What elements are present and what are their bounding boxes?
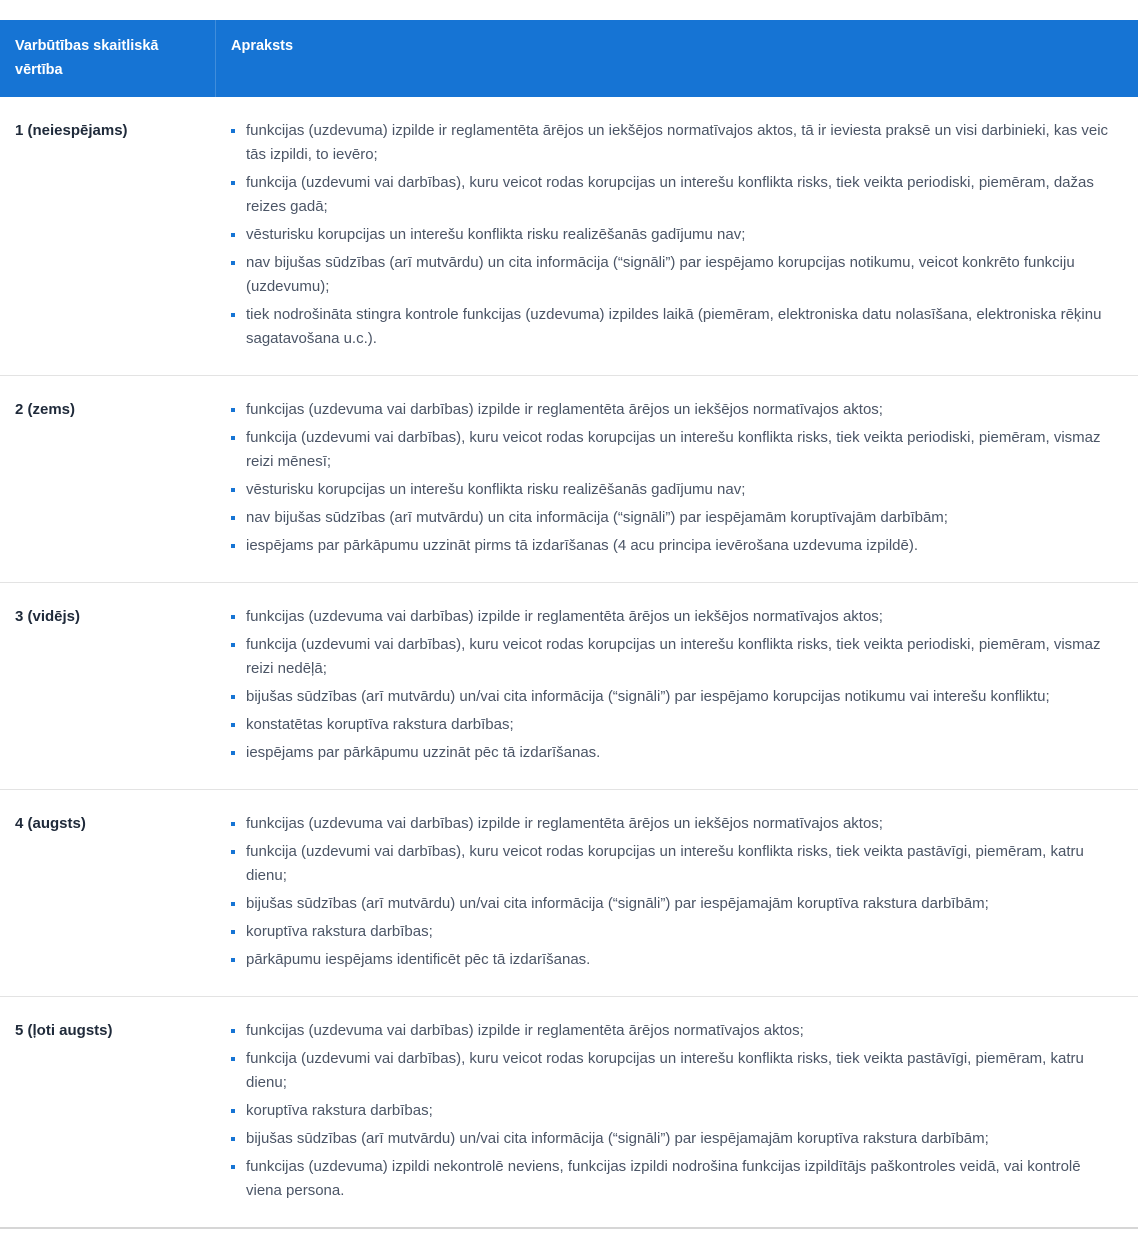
bullet-icon xyxy=(231,1109,235,1113)
bullet-icon xyxy=(231,850,235,854)
list-item-text: nav bijušas sūdzības (arī mutvārdu) un cita informācija (“signāli”) par iespējamām koruptīvajām darbībām; xyxy=(246,509,948,526)
description-list xyxy=(231,398,1118,558)
list-item xyxy=(231,605,1118,629)
bullet-icon xyxy=(231,695,235,699)
list-item xyxy=(231,1099,1118,1123)
list-item xyxy=(231,713,1118,737)
bullet-icon xyxy=(231,488,235,492)
bullet-icon xyxy=(231,723,235,727)
bullet-icon xyxy=(231,643,235,647)
list-item-text: funkcija (uzdevumi vai darbības), kuru veicot rodas korupcijas un interešu konflikta risks, tiek veikta pastāvīgi, piemēram, katru dienu; xyxy=(246,843,1084,884)
bullet-icon xyxy=(231,233,235,237)
list-item-text: funkcijas (uzdevuma vai darbības) izpilde ir reglamentēta ārējos un iekšējos normatīvajos aktos; xyxy=(246,401,883,418)
bullet-icon xyxy=(231,313,235,317)
list-item-text: bijušas sūdzības (arī mutvārdu) un/vai cita informācija (“signāli”) par iespējamajām koruptīva rakstura darbībām; xyxy=(246,895,989,912)
list-item-text: funkcija (uzdevumi vai darbības), kuru veicot rodas korupcijas un interešu konflikta risks, tiek veikta periodiski, piemēram, dažas reizes gadā; xyxy=(246,174,1094,215)
list-item xyxy=(231,506,1118,530)
description-list xyxy=(231,605,1118,765)
bullet-icon xyxy=(231,261,235,265)
list-item xyxy=(231,398,1118,422)
description-cell xyxy=(216,376,1138,582)
list-item xyxy=(231,1047,1118,1095)
list-item-text: konstatētas koruptīva rakstura darbības; xyxy=(246,716,514,733)
list-item-text: koruptīva rakstura darbības; xyxy=(246,923,433,940)
description-list xyxy=(231,119,1118,351)
table-row xyxy=(0,97,1138,376)
list-item xyxy=(231,171,1118,219)
list-item-text: funkcija (uzdevumi vai darbības), kuru veicot rodas korupcijas un interešu konflikta risks, tiek veikta periodiski, piemēram, vismaz reizi mēnesī; xyxy=(246,429,1101,470)
table-row xyxy=(0,997,1138,1229)
header-value: Varbūtības skaitliskā vērtība xyxy=(0,20,216,97)
description-cell xyxy=(216,97,1138,375)
bullet-icon xyxy=(231,1029,235,1033)
table-header xyxy=(0,20,1138,97)
table-row xyxy=(0,790,1138,997)
list-item xyxy=(231,812,1118,836)
description-list xyxy=(231,1019,1118,1203)
probability-value: 5 (ļoti augsts) xyxy=(15,1022,113,1039)
list-item-text: funkcijas (uzdevuma) izpilde ir reglamentēta ārējos un iekšējos normatīvajos aktos, tā ir ieviesta praksē un visi darbinieki, kas veic tās izpildi, to ievēro; xyxy=(246,122,1109,163)
probability-value: 1 (neiespējams) xyxy=(15,122,128,139)
list-item-text: nav bijušas sūdzības (arī mutvārdu) un cita informācija (“signāli”) par iespējamo korupcijas notikumu, veicot konkrēto funkciju (uzdevumu); xyxy=(246,254,1075,295)
bullet-icon xyxy=(231,902,235,906)
list-item xyxy=(231,1155,1118,1203)
list-item-text: funkcijas (uzdevuma vai darbības) izpilde ir reglamentēta ārējos normatīvajos aktos; xyxy=(246,1022,804,1039)
bullet-icon xyxy=(231,181,235,185)
list-item-text: tiek nodrošināta stingra kontrole funkcijas (uzdevuma) izpildes laikā (piemēram, elektroniska datu nolasīšana, elektroniska rēķinu sagatavošana u.c.). xyxy=(246,306,1102,347)
table-row xyxy=(0,376,1138,583)
list-item xyxy=(231,251,1118,299)
list-item-text: koruptīva rakstura darbības; xyxy=(246,1102,433,1119)
bullet-icon xyxy=(231,1165,235,1169)
header-description: Apraksts xyxy=(231,38,294,54)
list-item xyxy=(231,633,1118,681)
list-item xyxy=(231,478,1118,502)
bullet-icon xyxy=(231,751,235,755)
list-item-text: funkcijas (uzdevuma vai darbības) izpilde ir reglamentēta ārējos un iekšējos normatīvajos aktos; xyxy=(246,815,883,832)
list-item-text: bijušas sūdzības (arī mutvārdu) un/vai cita informācija (“signāli”) par iespējamo korupcijas notikumu vai interešu konfliktu; xyxy=(246,688,1050,705)
bullet-icon xyxy=(231,822,235,826)
list-item xyxy=(231,223,1118,247)
list-item-text: funkcija (uzdevumi vai darbības), kuru veicot rodas korupcijas un interešu konflikta risks, tiek veikta periodiski, piemēram, vismaz reizi nedēļā; xyxy=(246,636,1101,677)
list-item xyxy=(231,741,1118,765)
description-list xyxy=(231,812,1118,972)
list-item-text: pārkāpumu iespējams identificēt pēc tā izdarīšanas. xyxy=(246,951,591,968)
list-item-text: funkcijas (uzdevuma vai darbības) izpilde ir reglamentēta ārējos un iekšējos normatīvajos aktos; xyxy=(246,608,883,625)
probability-table xyxy=(0,20,1138,1229)
list-item-text: vēsturisku korupcijas un interešu konflikta risku realizēšanās gadījumu nav; xyxy=(246,481,746,498)
bullet-icon xyxy=(231,408,235,412)
list-item xyxy=(231,303,1118,351)
list-item-text: bijušas sūdzības (arī mutvārdu) un/vai cita informācija (“signāli”) par iespējamajām koruptīva rakstura darbībām; xyxy=(246,1130,989,1147)
list-item xyxy=(231,892,1118,916)
list-item xyxy=(231,920,1118,944)
description-cell xyxy=(216,790,1138,996)
list-item xyxy=(231,426,1118,474)
bullet-icon xyxy=(231,1137,235,1141)
list-item xyxy=(231,840,1118,888)
probability-value: 4 (augsts) xyxy=(15,815,86,832)
list-item xyxy=(231,534,1118,558)
list-item xyxy=(231,948,1118,972)
list-item xyxy=(231,1127,1118,1151)
list-item-text: funkcijas (uzdevuma) izpildi nekontrolē neviens, funkcijas izpildi nodrošina funkcijas izpildītājs paškontroles veidā, vai kontrolē viena persona. xyxy=(246,1158,1081,1199)
bullet-icon xyxy=(231,1057,235,1061)
bullet-icon xyxy=(231,615,235,619)
bullet-icon xyxy=(231,930,235,934)
list-item xyxy=(231,119,1118,167)
description-cell xyxy=(216,583,1138,789)
description-cell xyxy=(216,997,1138,1227)
list-item-text: vēsturisku korupcijas un interešu konflikta risku realizēšanās gadījumu nav; xyxy=(246,226,746,243)
bullet-icon xyxy=(231,129,235,133)
list-item-text: iespējams par pārkāpumu uzzināt pirms tā izdarīšanas (4 acu principa ievērošana uzdevuma izpildē). xyxy=(246,537,918,554)
table-row xyxy=(0,583,1138,790)
bullet-icon xyxy=(231,544,235,548)
bullet-icon xyxy=(231,516,235,520)
list-item xyxy=(231,685,1118,709)
list-item-text: funkcija (uzdevumi vai darbības), kuru veicot rodas korupcijas un interešu konflikta risks, tiek veikta pastāvīgi, piemēram, katru dienu; xyxy=(246,1050,1084,1091)
list-item-text: iespējams par pārkāpumu uzzināt pēc tā izdarīšanas. xyxy=(246,744,601,761)
probability-value: 3 (vidējs) xyxy=(15,608,81,625)
bullet-icon xyxy=(231,436,235,440)
bullet-icon xyxy=(231,958,235,962)
list-item xyxy=(231,1019,1118,1043)
probability-value: 2 (zems) xyxy=(15,401,76,418)
